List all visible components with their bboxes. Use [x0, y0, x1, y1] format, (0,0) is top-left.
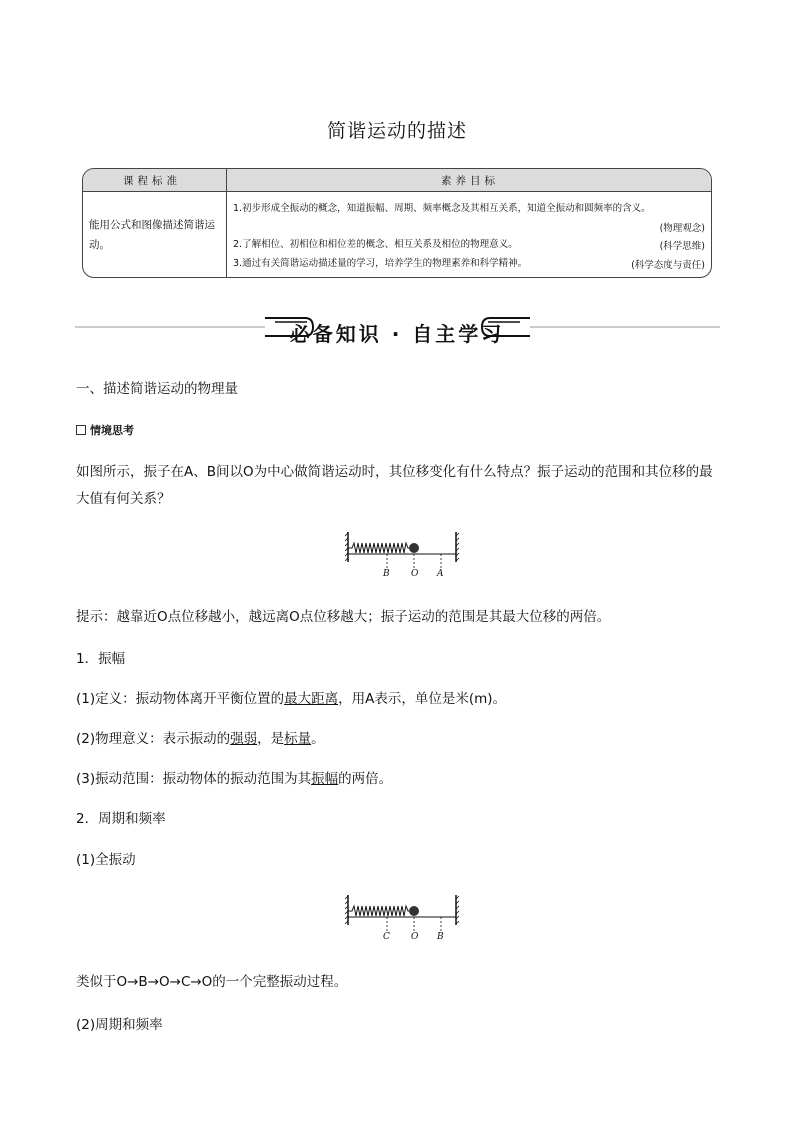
amplitude-heading: 1．振幅 — [76, 651, 126, 667]
goal-3-tag: (科学态度与责任) — [631, 260, 705, 271]
amplitude-range-key: 振幅 — [311, 771, 339, 787]
label-o: O — [411, 569, 419, 579]
period-frequency-subheading: (2)周期和频率 — [76, 1017, 163, 1033]
amplitude-meaning-post: 。 — [311, 731, 325, 747]
label-c: C — [383, 932, 390, 942]
goal-1-tag: (物理观念) — [659, 223, 705, 234]
goal-2-tag: (科学思维) — [659, 241, 705, 252]
goal-3: 3.通过有关简谐运动描述量的学习，培养学生的物理素养和科学精神。 — [233, 258, 528, 269]
label-b: B — [383, 569, 390, 579]
standard-text: 能用公式和图像描述简谐运动。 — [89, 219, 215, 251]
amplitude-range-post: 的两倍。 — [338, 771, 393, 787]
amplitude-def-pre: (1)定义：振动物体离开平衡位置的 — [76, 691, 285, 707]
amplitude-meaning-pre: (2)物理意义：表示振动的 — [76, 731, 231, 747]
header-literacy-goals: 素养目标 — [441, 175, 499, 187]
page-title: 简谐运动的描述 — [326, 120, 467, 142]
period-heading: 2．周期和频率 — [76, 811, 166, 827]
full-vibration-heading: (1)全振动 — [76, 852, 136, 868]
amplitude-range-pre: (3)振动范围：振动物体的振动范围为其 — [76, 771, 312, 787]
label-o-2: O — [411, 932, 419, 942]
section-banner-title: 必备知识 · 自主学习 — [289, 322, 505, 346]
amplitude-def-key: 最大距离 — [284, 691, 339, 707]
label-a: A — [437, 569, 444, 579]
question-text: 如图所示，振子在A、B间以O为中心做简谐运动时，其位移变化有什么特点？振子运动的范围和其位移的最大值有何关系？ — [76, 464, 713, 507]
label-b-2: B — [437, 932, 444, 942]
table-divider — [226, 169, 227, 277]
amplitude-meaning-key1: 强弱 — [230, 731, 258, 747]
amplitude-definition — [76, 688, 506, 710]
full-vibration-description: 类似于O→B→O→C→O的一个完整振动过程。 — [76, 974, 348, 990]
amplitude-meaning-mid: ，是 — [257, 731, 285, 747]
amplitude-meaning — [76, 728, 325, 750]
amplitude-range — [76, 768, 392, 790]
goal-2: 2.了解相位、初相位和相位差的概念、相互关系及相位的物理意义。 — [233, 239, 518, 250]
header-course-standard: 课程标准 — [123, 175, 181, 187]
think-label-text: 情境思考 — [90, 424, 134, 437]
table-header — [83, 169, 711, 192]
think-label — [76, 422, 134, 438]
hint-text: 提示：越靠近O点位移越小，越远离O点位移越大；振子运动的范围是其最大位移的两倍。 — [76, 609, 611, 625]
standards-table — [82, 168, 712, 278]
checkbox-icon — [76, 425, 86, 435]
amplitude-def-post: ，用A表示，单位是米(m)。 — [338, 691, 507, 707]
goal-1: 1.初步形成全振动的概念，知道振幅、周期、频率概念及其相互关系，知道全振动和圆频率的含义。 — [233, 203, 651, 214]
section-heading: 一、描述简谐运动的物理量 — [76, 381, 238, 397]
amplitude-meaning-key2: 标量 — [284, 731, 312, 747]
